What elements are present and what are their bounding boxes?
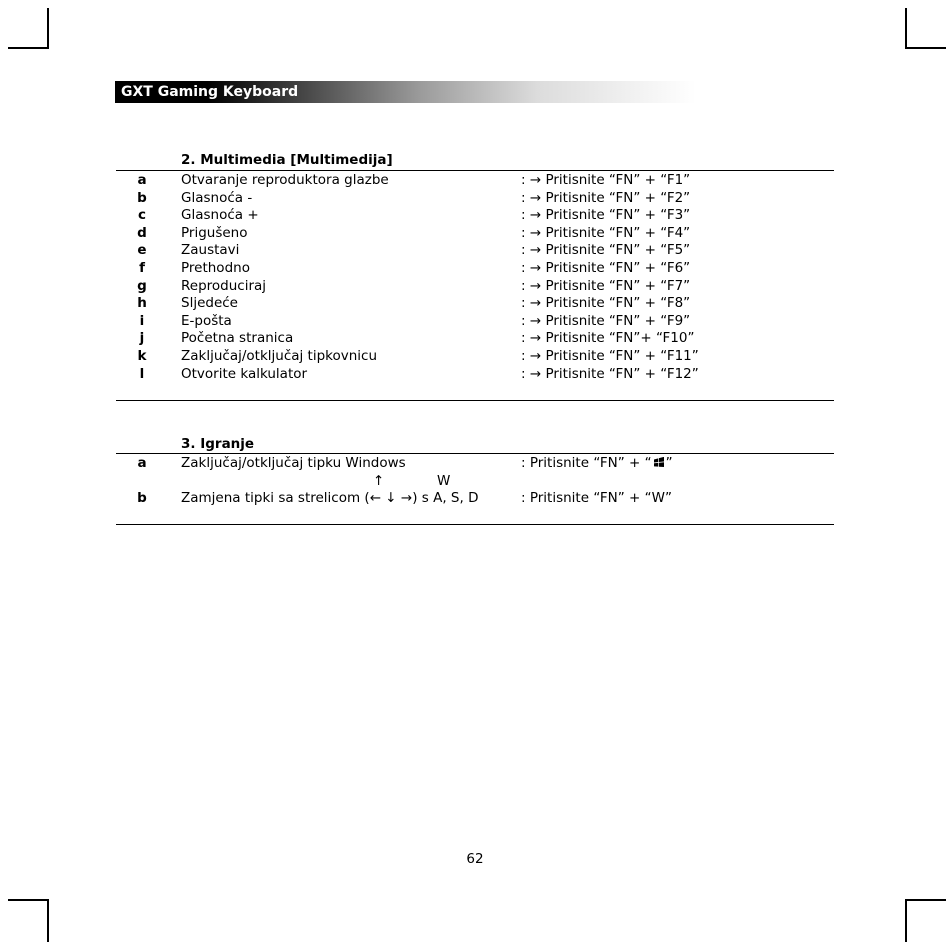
row-key-combo: : → Pritisnite “FN” + “F7” <box>521 277 691 294</box>
key-suffix: ” <box>665 455 673 471</box>
section-multimedia-bottom-rule <box>116 400 834 401</box>
row-letter: e <box>137 242 147 259</box>
section-gaming-bottom-rule <box>116 524 834 525</box>
table-row <box>0 347 950 365</box>
row-letter: c <box>137 207 146 224</box>
row-description: Prigušeno <box>181 224 248 241</box>
header-title: GXT Gaming Keyboard <box>121 84 299 100</box>
row-description: Zaustavi <box>181 242 240 259</box>
row-key-combo: : → Pritisnite “FN” + “F2” <box>521 189 691 206</box>
w-key-label: W <box>437 473 451 489</box>
row-key-combo: : → Pritisnite “FN” + “F8” <box>521 295 691 312</box>
row-key-combo: : → Pritisnite “FN” + “F1” <box>521 172 691 188</box>
row-key-combo: : → Pritisnite “FN” + “F3” <box>521 207 691 224</box>
table-row <box>0 294 950 312</box>
up-arrow-label: ↑ <box>373 473 385 489</box>
row-description: Zaključaj/otključaj tipkovnicu <box>181 348 378 364</box>
row-description: E-pošta <box>181 312 232 329</box>
row-letter: g <box>137 277 147 294</box>
row-key-combo: : Pritisnite “FN” + “W” <box>521 490 672 506</box>
row-letter: l <box>139 365 145 382</box>
row-key-combo: : → Pritisnite “FN” + “F11” <box>521 348 699 364</box>
row-key-combo: : → Pritisnite “FN” + “F9” <box>521 312 691 329</box>
table-row <box>0 206 950 224</box>
row-letter: k <box>137 348 147 364</box>
windows-logo-icon <box>653 455 665 473</box>
row-letter: j <box>139 330 145 347</box>
header-bar <box>115 81 775 103</box>
row-key-combo <box>521 454 673 473</box>
table-row <box>0 329 950 347</box>
row-letter: h <box>137 295 147 312</box>
table-row <box>0 277 950 295</box>
row-letter: i <box>139 312 145 329</box>
crop-mark-top-right-v <box>905 8 907 49</box>
row-letter: f <box>139 260 145 276</box>
page-number: 62 <box>466 851 484 867</box>
row-key-combo: : → Pritisnite “FN” + “F4” <box>521 224 691 241</box>
row-description: Zamjena tipki sa strelicom (← ↓ →) s A, S, D <box>181 490 479 506</box>
row-description: Zaključaj/otključaj tipku Windows <box>181 455 406 471</box>
row-key-combo: : → Pritisnite “FN” + “F5” <box>521 242 691 259</box>
crop-mark-top-right-h <box>905 47 946 49</box>
row-letter: d <box>137 224 147 241</box>
crop-mark-top-left-v <box>47 8 49 49</box>
crop-mark-bottom-left-h <box>8 899 49 901</box>
row-key-combo: : → Pritisnite “FN” + “F6” <box>521 260 691 276</box>
table-row <box>0 489 950 507</box>
crop-mark-bottom-right-v <box>905 899 907 942</box>
table-row <box>0 171 950 189</box>
crop-mark-bottom-right-h <box>905 899 946 901</box>
crop-mark-top-left-h <box>8 47 49 49</box>
row-letter: b <box>137 490 147 506</box>
table-row <box>0 312 950 330</box>
row-letter: a <box>137 455 147 471</box>
row-description: Početna stranica <box>181 330 294 347</box>
table-row <box>0 259 950 277</box>
table-row <box>0 224 950 242</box>
row-description: Glasnoća - <box>181 189 253 206</box>
row-letter: a <box>137 172 147 188</box>
row-description: Glasnoća + <box>181 207 259 224</box>
table-row <box>0 365 950 383</box>
row-description: Otvorite kalkulator <box>181 365 308 382</box>
key-prefix: : Pritisnite “FN” + “ <box>521 455 652 471</box>
table-row <box>0 189 950 207</box>
row-description: Reproduciraj <box>181 277 267 294</box>
row-description: Otvaranje reproduktora glazbe <box>181 172 389 188</box>
row-key-combo: : → Pritisnite “FN”+ “F10” <box>521 330 695 347</box>
section-gaming-title: 3. Igranje <box>181 436 255 452</box>
row-description: Prethodno <box>181 260 250 276</box>
table-row <box>0 454 950 472</box>
row-key-combo: : → Pritisnite “FN” + “F12” <box>521 365 699 382</box>
row-letter: b <box>137 189 147 206</box>
section-multimedia-title: 2. Multimedia [Multimedija] <box>181 152 393 168</box>
row-description: Sljedeće <box>181 295 238 312</box>
table-row <box>0 241 950 259</box>
crop-mark-bottom-left-v <box>47 899 49 942</box>
